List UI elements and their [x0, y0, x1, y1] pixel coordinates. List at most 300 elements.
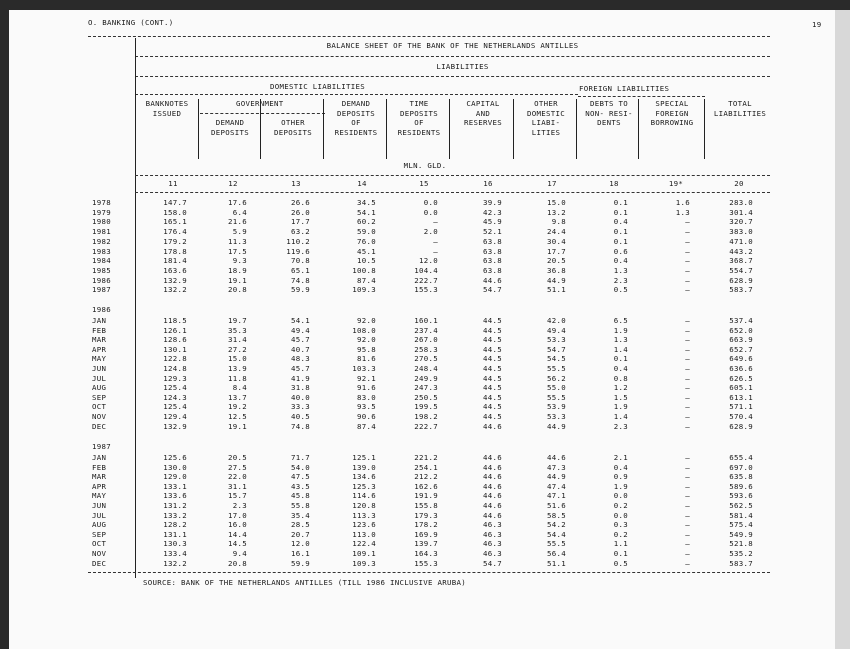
table-cell: 237.4 — [414, 325, 438, 335]
table-cell: 49.4 — [291, 325, 310, 335]
table-cell: 91.6 — [357, 383, 376, 393]
table-cell: 179.3 — [414, 510, 438, 520]
table-cell: 63.2 — [291, 227, 310, 237]
table-cell: — — [685, 383, 690, 393]
table-cell: 139.0 — [352, 462, 376, 472]
column-header: DEBTS TO NON- RESI- DENTS — [585, 99, 633, 128]
row-label: 1984 — [92, 256, 111, 266]
table-cell: 6.4 — [232, 207, 247, 217]
table-cell: — — [685, 325, 690, 335]
table-cell: 535.2 — [729, 549, 753, 558]
table-cell: 70.8 — [291, 256, 310, 266]
table-cell: 155.3 — [414, 285, 438, 295]
table-cell: 2.1 — [613, 453, 628, 462]
table-cell: 12.0 — [291, 539, 310, 549]
row-label: OCT — [92, 539, 107, 549]
table-cell: 129.4 — [163, 412, 187, 421]
table-cell: 248.4 — [414, 364, 438, 373]
table-cell: 626.5 — [729, 373, 753, 383]
table-cell: 652.0 — [729, 325, 753, 335]
table-cell: 31.8 — [291, 383, 310, 393]
table-cell: 54.1 — [291, 316, 310, 325]
table-cell: 125.3 — [352, 481, 376, 491]
table-cell: 0.4 — [613, 217, 628, 227]
table-cell: 383.0 — [729, 227, 753, 237]
table-cell: — — [685, 510, 690, 520]
row-label: JUL — [92, 510, 107, 520]
table-cell: 53.3 — [547, 335, 566, 345]
table-cell: 0.1 — [613, 227, 628, 237]
table-cell: 11.8 — [228, 373, 247, 383]
table-subtitle: LIABILITIES — [436, 62, 489, 71]
table-cell: 164.3 — [414, 549, 438, 558]
table-cell: 55.5 — [547, 364, 566, 373]
table-cell: 87.4 — [357, 275, 376, 285]
table-cell: 19.1 — [228, 275, 247, 285]
table-cell: 13.7 — [228, 392, 247, 402]
table-cell: — — [685, 491, 690, 501]
table-cell: 254.1 — [414, 462, 438, 472]
table-cell: 178.2 — [414, 520, 438, 530]
table-cell: 125.4 — [163, 383, 187, 393]
table-cell: 35.4 — [291, 510, 310, 520]
table-cell: 44.5 — [483, 325, 502, 335]
table-cell: 124.8 — [163, 364, 187, 373]
column-header: BANKNOTES ISSUED — [145, 99, 189, 118]
table-cell: 44.5 — [483, 412, 502, 421]
table-cell: 36.8 — [547, 265, 566, 275]
row-label: NOV — [92, 549, 107, 558]
table-cell: 125.4 — [163, 402, 187, 412]
table-cell: 199.5 — [414, 402, 438, 412]
row-label: FEB — [92, 462, 107, 472]
table-cell: 51.1 — [547, 285, 566, 295]
domestic-liabilities-heading: DOMESTIC LIABILITIES — [270, 82, 365, 91]
table-cell: 20.5 — [228, 453, 247, 462]
table-cell: 33.3 — [291, 402, 310, 412]
table-cell: 47.4 — [547, 481, 566, 491]
table-cell: 125.1 — [352, 453, 376, 462]
table-cell: 0.1 — [613, 198, 628, 207]
table-cell: — — [685, 481, 690, 491]
table-cell: — — [685, 402, 690, 412]
row-label: 1982 — [92, 236, 111, 246]
table-cell: 27.2 — [228, 344, 247, 354]
table-cell: 63.8 — [483, 256, 502, 266]
table-cell: 9.8 — [551, 217, 566, 227]
table-cell: 47.1 — [547, 491, 566, 501]
table-cell: 15.7 — [228, 491, 247, 501]
table-cell: 0.0 — [613, 491, 628, 501]
table-cell: 26.6 — [291, 198, 310, 207]
table-cell: 120.8 — [352, 501, 376, 510]
table-cell: — — [685, 472, 690, 482]
table-cell: 113.3 — [352, 510, 376, 520]
table-cell: 134.6 — [352, 472, 376, 482]
table-cell: 20.7 — [291, 529, 310, 539]
table-cell: — — [433, 217, 438, 227]
table-cell: — — [685, 373, 690, 383]
table-cell: 2.0 — [423, 227, 438, 237]
table-cell: 0.4 — [613, 462, 628, 472]
table-cell: 132.2 — [163, 558, 187, 568]
table-cell: 0.6 — [613, 246, 628, 256]
table-cell: 15.0 — [547, 198, 566, 207]
table-cell: 113.0 — [352, 529, 376, 539]
column-number: 12 — [228, 179, 238, 188]
table-cell: 6.5 — [613, 316, 628, 325]
table-cell: 132.9 — [163, 421, 187, 431]
table-cell: — — [685, 227, 690, 237]
table-cell: 0.1 — [613, 207, 628, 217]
table-cell: 59.0 — [357, 227, 376, 237]
column-separator — [323, 99, 324, 159]
table-cell: 179.2 — [163, 236, 187, 246]
table-cell: 181.4 — [163, 256, 187, 266]
table-cell: 103.3 — [352, 364, 376, 373]
table-cell: 40.5 — [291, 412, 310, 421]
table-cell: 128.2 — [163, 520, 187, 530]
table-cell: 43.5 — [291, 481, 310, 491]
table-cell: 0.9 — [613, 472, 628, 482]
divider — [135, 56, 770, 57]
table-cell: 1.9 — [613, 325, 628, 335]
row-label: JUN — [92, 501, 107, 510]
table-cell: 46.3 — [483, 539, 502, 549]
table-cell: 613.1 — [729, 392, 753, 402]
table-cell: 139.7 — [414, 539, 438, 549]
table-cell: 44.9 — [547, 275, 566, 285]
table-cell: 198.2 — [414, 412, 438, 421]
table-cell: 49.4 — [547, 325, 566, 335]
column-number: 17 — [547, 179, 557, 188]
table-cell: — — [685, 412, 690, 421]
table-cell: 17.7 — [547, 246, 566, 256]
table-cell: 45.7 — [291, 335, 310, 345]
table-cell: 191.9 — [414, 491, 438, 501]
table-cell: 31.1 — [228, 481, 247, 491]
table-cell: 133.6 — [163, 491, 187, 501]
table-cell: 40.7 — [291, 344, 310, 354]
table-cell: 109.1 — [352, 549, 376, 558]
table-cell: 44.5 — [483, 383, 502, 393]
table-cell: 44.5 — [483, 344, 502, 354]
table-cell: — — [685, 520, 690, 530]
table-cell: 14.4 — [228, 529, 247, 539]
table-cell: 12.0 — [419, 256, 438, 266]
table-cell: 628.9 — [729, 275, 753, 285]
table-cell: 55.0 — [547, 383, 566, 393]
table-cell: 0.1 — [613, 236, 628, 246]
table-cell: 44.6 — [483, 462, 502, 472]
table-cell: 0.5 — [613, 558, 628, 568]
table-cell: 125.6 — [163, 453, 187, 462]
year-group-label: 1986 — [92, 305, 111, 314]
table-cell: 124.3 — [163, 392, 187, 402]
table-cell: 110.2 — [286, 236, 310, 246]
table-cell: 44.5 — [483, 373, 502, 383]
table-cell: 133.1 — [163, 481, 187, 491]
table-cell: 45.7 — [291, 364, 310, 373]
table-cell: 118.5 — [163, 316, 187, 325]
column-number: 14 — [357, 179, 367, 188]
table-cell: — — [685, 539, 690, 549]
row-label: JAN — [92, 453, 107, 462]
table-cell: 74.8 — [291, 275, 310, 285]
divider — [578, 96, 705, 97]
table-cell: 54.4 — [547, 529, 566, 539]
column-header: TIME DEPOSITS OF RESIDENTS — [397, 99, 441, 137]
column-number: 15 — [419, 179, 429, 188]
table-cell: — — [685, 246, 690, 256]
table-cell: 1.1 — [613, 539, 628, 549]
table-cell: — — [685, 453, 690, 462]
column-header: TOTAL LIABILITIES — [713, 99, 767, 118]
table-cell: 35.3 — [228, 325, 247, 335]
row-label: MAR — [92, 335, 107, 345]
foreign-liabilities-heading: FOREIGN LIABILITIES — [579, 84, 670, 93]
table-cell: 0.1 — [613, 549, 628, 558]
table-cell: 55.5 — [547, 539, 566, 549]
table-cell: 537.4 — [729, 316, 753, 325]
table-cell: 133.2 — [163, 510, 187, 520]
table-cell: — — [685, 256, 690, 266]
table-cell: 44.6 — [483, 491, 502, 501]
table-cell: 249.9 — [414, 373, 438, 383]
table-cell: 54.7 — [483, 558, 502, 568]
table-cell: 1.2 — [613, 383, 628, 393]
table-cell: — — [685, 344, 690, 354]
table-cell: 56.2 — [547, 373, 566, 383]
row-label: DEC — [92, 421, 107, 431]
table-cell: 155.8 — [414, 501, 438, 510]
table-cell: — — [433, 246, 438, 256]
table-cell: 44.6 — [483, 501, 502, 510]
table-cell: — — [685, 316, 690, 325]
table-cell: 147.7 — [163, 198, 187, 207]
table-cell: 165.1 — [163, 217, 187, 227]
table-cell: 34.5 — [357, 198, 376, 207]
table-cell: 46.3 — [483, 529, 502, 539]
column-separator — [260, 99, 261, 159]
table-cell: 76.0 — [357, 236, 376, 246]
table-cell: 109.3 — [352, 285, 376, 295]
row-label: 1986 — [92, 275, 111, 285]
table-cell: 81.6 — [357, 354, 376, 364]
row-label: MAY — [92, 354, 107, 364]
table-cell: 19.7 — [228, 316, 247, 325]
table-cell: 697.0 — [729, 462, 753, 472]
table-cell: 649.6 — [729, 354, 753, 364]
section-heading: O. BANKING (CONT.) — [88, 18, 174, 27]
divider — [135, 94, 578, 95]
page-number: 19 — [812, 20, 822, 29]
table-cell: 0.8 — [613, 373, 628, 383]
table-cell: 46.3 — [483, 520, 502, 530]
table-cell: 100.8 — [352, 265, 376, 275]
table-cell: 30.4 — [547, 236, 566, 246]
table-cell: 63.8 — [483, 265, 502, 275]
table-cell: 0.1 — [613, 354, 628, 364]
table-cell: 54.1 — [357, 207, 376, 217]
column-separator — [513, 99, 514, 159]
column-header: DEMAND DEPOSITS OF RESIDENTS — [334, 99, 378, 137]
column-separator — [135, 38, 136, 578]
table-cell: 44.6 — [483, 472, 502, 482]
table-cell: 47.5 — [291, 472, 310, 482]
table-cell: — — [685, 217, 690, 227]
table-cell: 45.9 — [483, 217, 502, 227]
table-cell: 0.0 — [423, 207, 438, 217]
table-cell: 45.8 — [291, 491, 310, 501]
table-cell: 16.0 — [228, 520, 247, 530]
table-cell: 132.9 — [163, 275, 187, 285]
table-cell: 109.3 — [352, 558, 376, 568]
row-label: MAR — [92, 472, 107, 482]
row-label: AUG — [92, 383, 107, 393]
table-cell: 1.3 — [613, 265, 628, 275]
table-cell: — — [685, 285, 690, 295]
table-cell: 51.1 — [547, 558, 566, 568]
table-cell: 471.0 — [729, 236, 753, 246]
table-cell: 122.4 — [352, 539, 376, 549]
table-cell: 283.0 — [729, 198, 753, 207]
divider — [135, 192, 770, 193]
table-cell: 131.1 — [163, 529, 187, 539]
table-cell: 2.3 — [232, 501, 247, 510]
table-cell: 129.3 — [163, 373, 187, 383]
table-cell: 593.6 — [729, 491, 753, 501]
table-cell: 20.8 — [228, 558, 247, 568]
table-cell: 267.0 — [414, 335, 438, 345]
table-cell: 583.7 — [729, 558, 753, 568]
table-cell: 130.1 — [163, 344, 187, 354]
column-header: OTHER DEPOSITS — [274, 118, 312, 137]
table-cell: 10.5 — [357, 256, 376, 266]
table-cell: 162.6 — [414, 481, 438, 491]
table-cell: 44.5 — [483, 392, 502, 402]
column-separator — [704, 99, 705, 159]
table-cell: 521.8 — [729, 539, 753, 549]
table-cell: 14.5 — [228, 539, 247, 549]
table-cell: 635.8 — [729, 472, 753, 482]
row-label: 1980 — [92, 217, 111, 227]
table-cell: 20.5 — [547, 256, 566, 266]
table-cell: — — [433, 236, 438, 246]
table-cell: 44.5 — [483, 335, 502, 345]
table-cell: 1.4 — [613, 412, 628, 421]
table-cell: — — [685, 462, 690, 472]
table-cell: 655.4 — [729, 453, 753, 462]
table-cell: 55.5 — [547, 392, 566, 402]
table-cell: 44.6 — [483, 510, 502, 520]
table-cell: 9.4 — [232, 549, 247, 558]
table-cell: 9.3 — [232, 256, 247, 266]
row-label: APR — [92, 344, 107, 354]
table-cell: 158.0 — [163, 207, 187, 217]
table-cell: 270.5 — [414, 354, 438, 364]
table-cell: — — [685, 501, 690, 510]
table-cell: 46.3 — [483, 549, 502, 558]
table-cell: 83.0 — [357, 392, 376, 402]
table-cell: 571.1 — [729, 402, 753, 412]
table-cell: 15.0 — [228, 354, 247, 364]
table-cell: 301.4 — [729, 207, 753, 217]
table-cell: 16.1 — [291, 549, 310, 558]
table-cell: 19.2 — [228, 402, 247, 412]
table-cell: 570.4 — [729, 412, 753, 421]
table-cell: 47.3 — [547, 462, 566, 472]
table-cell: 1.3 — [675, 207, 690, 217]
table-cell: 258.3 — [414, 344, 438, 354]
row-label: FEB — [92, 325, 107, 335]
table-cell: 132.2 — [163, 285, 187, 295]
table-cell: 652.7 — [729, 344, 753, 354]
table-cell: 56.4 — [547, 549, 566, 558]
column-separator — [198, 99, 199, 159]
column-number: 18 — [609, 179, 619, 188]
table-cell: 368.7 — [729, 256, 753, 266]
divider — [88, 572, 770, 573]
table-cell: 54.0 — [291, 462, 310, 472]
year-group-label: 1987 — [92, 442, 111, 451]
column-number: 16 — [483, 179, 493, 188]
column-number: 20 — [734, 179, 744, 188]
table-cell: 130.3 — [163, 539, 187, 549]
table-cell: 60.2 — [357, 217, 376, 227]
source-note: SOURCE: BANK OF THE NETHERLANDS ANTILLES (TILL 1986 INCLUSIVE ARUBA) — [143, 578, 466, 587]
table-cell: 221.2 — [414, 453, 438, 462]
table-cell: 44.5 — [483, 316, 502, 325]
column-header: OTHER DOMESTIC LIABI- LITIES — [527, 99, 565, 137]
table-cell: 605.1 — [729, 383, 753, 393]
row-label: SEP — [92, 392, 107, 402]
table-cell: 92.1 — [357, 373, 376, 383]
table-cell: 0.0 — [613, 510, 628, 520]
table-cell: 12.5 — [228, 412, 247, 421]
table-cell: 581.4 — [729, 510, 753, 520]
column-number: 11 — [168, 179, 178, 188]
table-cell: 63.8 — [483, 246, 502, 256]
table-cell: 443.2 — [729, 246, 753, 256]
table-cell: 63.8 — [483, 236, 502, 246]
table-cell: 44.5 — [483, 402, 502, 412]
table-cell: 44.6 — [483, 453, 502, 462]
column-header: SPECIAL FOREIGN BORROWING — [650, 99, 694, 128]
table-cell: 636.6 — [729, 364, 753, 373]
table-cell: 119.6 — [286, 246, 310, 256]
table-cell: 17.6 — [228, 198, 247, 207]
table-cell: 42.3 — [483, 207, 502, 217]
divider — [200, 113, 325, 114]
table-cell: 1.5 — [613, 392, 628, 402]
table-cell: 65.1 — [291, 265, 310, 275]
table-cell: 222.7 — [414, 421, 438, 431]
table-cell: 114.6 — [352, 491, 376, 501]
table-cell: 41.9 — [291, 373, 310, 383]
column-number: 13 — [291, 179, 301, 188]
table-cell: — — [685, 275, 690, 285]
table-cell: — — [685, 354, 690, 364]
table-cell: 122.8 — [163, 354, 187, 364]
table-cell: 128.6 — [163, 335, 187, 345]
table-cell: 0.4 — [613, 256, 628, 266]
row-label: 1983 — [92, 246, 111, 256]
table-cell: 0.0 — [423, 198, 438, 207]
table-cell: 31.4 — [228, 335, 247, 345]
table-cell: 1.9 — [613, 402, 628, 412]
table-cell: 583.7 — [729, 285, 753, 295]
